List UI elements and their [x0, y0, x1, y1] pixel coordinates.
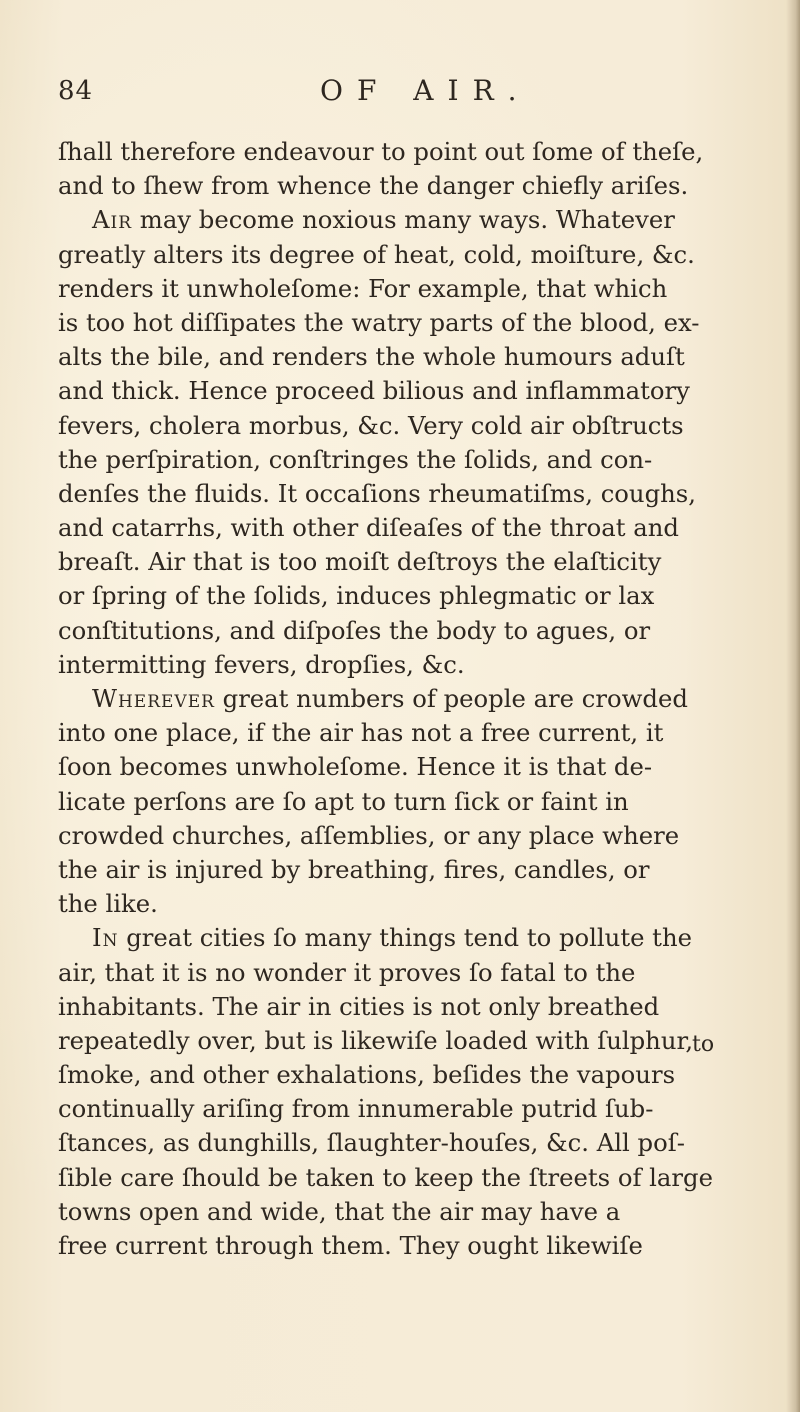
text-line: and thick. Hence proceed bilious and inflammatory — [58, 376, 690, 406]
page-number: 84 — [58, 76, 94, 106]
text-line: the like. — [58, 889, 158, 919]
text-line: ſmoke, and other exhalations, beſides the vapours — [58, 1060, 676, 1090]
text-line: continually ariſing from innumerable putrid ſub- — [58, 1094, 654, 1124]
catchword: to — [692, 1032, 715, 1057]
paragraph-lead-word: Wherever — [92, 684, 215, 713]
text-line: ſhall therefore endeavour to point out ſome of theſe, — [58, 137, 704, 166]
text-line: and catarrhs, with other diſeaſes of the throat and — [58, 513, 679, 543]
paragraph-start-line — [58, 682, 770, 716]
text-line: breaſt. Air that is too moiſt deſtroys the elaſticity — [58, 547, 662, 577]
text-line: the perſpiration, conſtringes the ſolids, and con- — [58, 444, 653, 474]
text-line: and to ſhew from whence the danger chiefly ariſes. — [58, 171, 689, 201]
text-line: air, that it is no wonder it proves ſo fatal to the — [58, 957, 636, 987]
body-text — [58, 135, 770, 1263]
page-edge-shadow — [786, 0, 800, 1412]
text-span: great cities ſo many things tend to pollute the — [126, 923, 692, 953]
text-line: into one place, if the air has not a free current, it — [58, 718, 664, 748]
text-line: towns open and wide, that the air may have a — [58, 1196, 621, 1226]
text-line: crowded churches, aſſemblies, or any place where — [58, 820, 680, 850]
paragraph-start-line — [58, 921, 770, 955]
paragraph-lead-word: In — [92, 923, 119, 953]
paragraph-lead-word: Air — [92, 205, 133, 235]
text-line: intermitting fevers, dropſies, &c. — [58, 649, 465, 679]
text-line: conſtitutions, and diſpoſes the body to agues, or — [58, 615, 651, 645]
text-line: the air is injured by breathing, fires, candles, or — [58, 854, 650, 884]
text-line: alts the bile, and renders the whole humours aduſt — [58, 342, 685, 372]
text-line: inhabitants. The air in cities is not only breathed — [58, 991, 660, 1021]
text-line: ſible care ſhould be taken to keep the ſtreets of large — [58, 1162, 713, 1192]
text-span: great numbers of people are crowded — [222, 684, 688, 713]
text-line: is too hot diſſipates the watry parts of the blood, ex- — [58, 307, 700, 337]
text-span: may become noxious many ways. Whatever — [139, 205, 675, 235]
running-head: OF AIR. — [320, 74, 531, 107]
page-header — [58, 76, 738, 116]
text-line: free current through them. They ought likewiſe — [58, 1231, 643, 1260]
text-line: or ſpring of the ſolids, induces phlegmatic or lax — [58, 581, 655, 611]
text-line: greatly alters its degree of heat, cold, moiſture, &c. — [58, 239, 695, 269]
text-line: renders it unwholeſome: For example, that which — [58, 273, 668, 303]
text-line: licate perſons are ſo apt to turn ſick or faint in — [58, 786, 629, 816]
text-line: denſes the fluids. It occaſions rheumatiſms, coughs, — [58, 478, 696, 508]
text-line: ſoon becomes unwholeſome. Hence it is that de- — [58, 752, 653, 782]
text-line: ſtances, as dunghills, ſlaughter-houſes, &c. All poſ- — [58, 1128, 685, 1158]
paragraph-start-line — [58, 203, 770, 237]
text-line: fevers, cholera morbus, &c. Very cold air obſtructs — [58, 410, 684, 440]
text-line: repeatedly over, but is likewiſe loaded with ſulphur, — [58, 1025, 694, 1055]
